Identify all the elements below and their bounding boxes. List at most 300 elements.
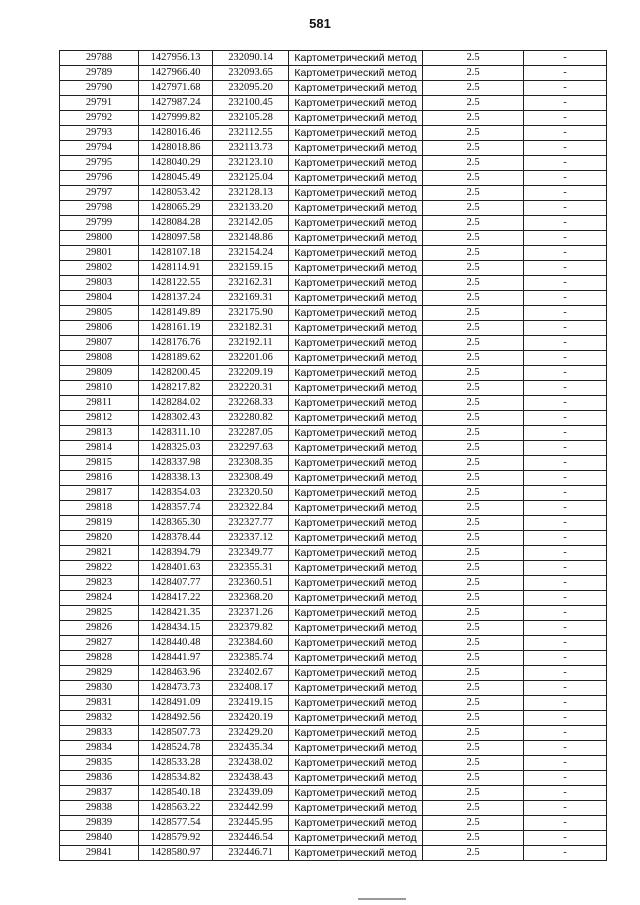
description-cell: - [524, 426, 607, 441]
error-cell: 2.5 [423, 561, 524, 576]
table-row [60, 321, 607, 336]
point-number-cell: 29830 [60, 681, 139, 696]
description-cell: - [524, 606, 607, 621]
table-row [60, 141, 607, 156]
point-number-cell: 29803 [60, 276, 139, 291]
table-row [60, 96, 607, 111]
table-row [60, 831, 607, 846]
error-cell: 2.5 [423, 231, 524, 246]
error-cell: 2.5 [423, 516, 524, 531]
point-number-cell: 29813 [60, 426, 139, 441]
table-row [60, 261, 607, 276]
error-cell: 2.5 [423, 66, 524, 81]
point-number-cell: 29827 [60, 636, 139, 651]
description-cell: - [524, 636, 607, 651]
x-coordinate-cell: 1428065.29 [139, 201, 213, 216]
error-cell: 2.5 [423, 696, 524, 711]
description-cell: - [524, 501, 607, 516]
x-coordinate-cell: 1428302.43 [139, 411, 213, 426]
method-cell: Картометрический метод [289, 561, 423, 576]
y-coordinate-cell: 232446.71 [213, 846, 289, 861]
y-coordinate-cell: 232419.15 [213, 696, 289, 711]
table-row [60, 246, 607, 261]
table-row [60, 126, 607, 141]
error-cell: 2.5 [423, 606, 524, 621]
point-number-cell: 29797 [60, 186, 139, 201]
y-coordinate-cell: 232355.31 [213, 561, 289, 576]
x-coordinate-cell: 1428440.48 [139, 636, 213, 651]
error-cell: 2.5 [423, 636, 524, 651]
x-coordinate-cell: 1428394.79 [139, 546, 213, 561]
y-coordinate-cell: 232123.10 [213, 156, 289, 171]
table-row [60, 426, 607, 441]
point-number-cell: 29804 [60, 291, 139, 306]
table-row [60, 846, 607, 861]
error-cell: 2.5 [423, 741, 524, 756]
point-number-cell: 29821 [60, 546, 139, 561]
y-coordinate-cell: 232379.82 [213, 621, 289, 636]
method-cell: Картометрический метод [289, 441, 423, 456]
description-cell: - [524, 741, 607, 756]
point-number-cell: 29802 [60, 261, 139, 276]
description-cell: - [524, 591, 607, 606]
description-cell: - [524, 51, 607, 66]
table-row [60, 561, 607, 576]
description-cell: - [524, 201, 607, 216]
method-cell: Картометрический метод [289, 411, 423, 426]
error-cell: 2.5 [423, 81, 524, 96]
table-row [60, 411, 607, 426]
point-number-cell: 29810 [60, 381, 139, 396]
error-cell: 2.5 [423, 711, 524, 726]
method-cell: Картометрический метод [289, 186, 423, 201]
description-cell: - [524, 831, 607, 846]
table-row [60, 726, 607, 741]
table-row [60, 696, 607, 711]
error-cell: 2.5 [423, 771, 524, 786]
table-row [60, 186, 607, 201]
error-cell: 2.5 [423, 726, 524, 741]
point-number-cell: 29811 [60, 396, 139, 411]
point-number-cell: 29793 [60, 126, 139, 141]
point-number-cell: 29801 [60, 246, 139, 261]
point-number-cell: 29795 [60, 156, 139, 171]
y-coordinate-cell: 232268.33 [213, 396, 289, 411]
error-cell: 2.5 [423, 366, 524, 381]
error-cell: 2.5 [423, 261, 524, 276]
error-cell: 2.5 [423, 471, 524, 486]
point-number-cell: 29834 [60, 741, 139, 756]
y-coordinate-cell: 232420.19 [213, 711, 289, 726]
point-number-cell: 29828 [60, 651, 139, 666]
table-row [60, 816, 607, 831]
y-coordinate-cell: 232384.60 [213, 636, 289, 651]
table-row [60, 66, 607, 81]
description-cell: - [524, 321, 607, 336]
error-cell: 2.5 [423, 846, 524, 861]
error-cell: 2.5 [423, 531, 524, 546]
page-number: 581 [309, 16, 331, 31]
error-cell: 2.5 [423, 426, 524, 441]
method-cell: Картометрический метод [289, 471, 423, 486]
description-cell: - [524, 786, 607, 801]
method-cell: Картометрический метод [289, 261, 423, 276]
error-cell: 2.5 [423, 591, 524, 606]
x-coordinate-cell: 1428338.13 [139, 471, 213, 486]
x-coordinate-cell: 1428311.10 [139, 426, 213, 441]
x-coordinate-cell: 1428491.09 [139, 696, 213, 711]
y-coordinate-cell: 232095.20 [213, 81, 289, 96]
point-number-cell: 29838 [60, 801, 139, 816]
y-coordinate-cell: 232287.05 [213, 426, 289, 441]
x-coordinate-cell: 1428325.03 [139, 441, 213, 456]
point-number-cell: 29812 [60, 411, 139, 426]
description-cell: - [524, 816, 607, 831]
description-cell: - [524, 621, 607, 636]
x-coordinate-cell: 1428534.82 [139, 771, 213, 786]
y-coordinate-cell: 232442.99 [213, 801, 289, 816]
description-cell: - [524, 441, 607, 456]
y-coordinate-cell: 232322.84 [213, 501, 289, 516]
table-row [60, 51, 607, 66]
point-number-cell: 29798 [60, 201, 139, 216]
y-coordinate-cell: 232159.15 [213, 261, 289, 276]
x-coordinate-cell: 1427956.13 [139, 51, 213, 66]
y-coordinate-cell: 232368.20 [213, 591, 289, 606]
point-number-cell: 29796 [60, 171, 139, 186]
description-cell: - [524, 336, 607, 351]
point-number-cell: 29814 [60, 441, 139, 456]
method-cell: Картометрический метод [289, 636, 423, 651]
y-coordinate-cell: 232209.19 [213, 366, 289, 381]
table-row [60, 381, 607, 396]
x-coordinate-cell: 1428354.03 [139, 486, 213, 501]
description-cell: - [524, 516, 607, 531]
table-row [60, 516, 607, 531]
description-cell: - [524, 111, 607, 126]
point-number-cell: 29799 [60, 216, 139, 231]
description-cell: - [524, 96, 607, 111]
point-number-cell: 29839 [60, 816, 139, 831]
method-cell: Картометрический метод [289, 231, 423, 246]
x-coordinate-cell: 1428378.44 [139, 531, 213, 546]
description-cell: - [524, 156, 607, 171]
method-cell: Картометрический метод [289, 96, 423, 111]
x-coordinate-cell: 1428407.77 [139, 576, 213, 591]
table-row [60, 681, 607, 696]
method-cell: Картометрический метод [289, 516, 423, 531]
error-cell: 2.5 [423, 126, 524, 141]
method-cell: Картометрический метод [289, 846, 423, 861]
method-cell: Картометрический метод [289, 801, 423, 816]
point-number-cell: 29831 [60, 696, 139, 711]
x-coordinate-cell: 1428524.78 [139, 741, 213, 756]
x-coordinate-cell: 1428189.62 [139, 351, 213, 366]
description-cell: - [524, 651, 607, 666]
point-number-cell: 29822 [60, 561, 139, 576]
point-number-cell: 29792 [60, 111, 139, 126]
method-cell: Картометрический метод [289, 711, 423, 726]
point-number-cell: 29794 [60, 141, 139, 156]
error-cell: 2.5 [423, 756, 524, 771]
y-coordinate-cell: 232090.14 [213, 51, 289, 66]
point-number-cell: 29789 [60, 66, 139, 81]
y-coordinate-cell: 232112.55 [213, 126, 289, 141]
description-cell: - [524, 366, 607, 381]
method-cell: Картометрический метод [289, 201, 423, 216]
error-cell: 2.5 [423, 246, 524, 261]
description-cell: - [524, 561, 607, 576]
method-cell: Картометрический метод [289, 111, 423, 126]
method-cell: Картометрический метод [289, 246, 423, 261]
method-cell: Картометрический метод [289, 501, 423, 516]
point-number-cell: 29805 [60, 306, 139, 321]
method-cell: Картометрический метод [289, 396, 423, 411]
y-coordinate-cell: 232220.31 [213, 381, 289, 396]
x-coordinate-cell: 1427966.40 [139, 66, 213, 81]
table-row [60, 201, 607, 216]
point-number-cell: 29826 [60, 621, 139, 636]
error-cell: 2.5 [423, 441, 524, 456]
coordinates-table [59, 50, 607, 861]
table-row [60, 471, 607, 486]
y-coordinate-cell: 232093.65 [213, 66, 289, 81]
table-row [60, 606, 607, 621]
table-row [60, 291, 607, 306]
method-cell: Картометрический метод [289, 786, 423, 801]
x-coordinate-cell: 1427999.82 [139, 111, 213, 126]
method-cell: Картометрический метод [289, 171, 423, 186]
table-row [60, 801, 607, 816]
method-cell: Картометрический метод [289, 321, 423, 336]
table-row [60, 456, 607, 471]
y-coordinate-cell: 232175.90 [213, 306, 289, 321]
error-cell: 2.5 [423, 486, 524, 501]
method-cell: Картометрический метод [289, 66, 423, 81]
error-cell: 2.5 [423, 501, 524, 516]
method-cell: Картометрический метод [289, 741, 423, 756]
description-cell: - [524, 66, 607, 81]
point-number-cell: 29819 [60, 516, 139, 531]
table-row [60, 276, 607, 291]
y-coordinate-cell: 232280.82 [213, 411, 289, 426]
x-coordinate-cell: 1428417.22 [139, 591, 213, 606]
y-coordinate-cell: 232100.45 [213, 96, 289, 111]
method-cell: Картометрический метод [289, 666, 423, 681]
point-number-cell: 29824 [60, 591, 139, 606]
x-coordinate-cell: 1428357.74 [139, 501, 213, 516]
method-cell: Картометрический метод [289, 756, 423, 771]
y-coordinate-cell: 232402.67 [213, 666, 289, 681]
x-coordinate-cell: 1428045.49 [139, 171, 213, 186]
y-coordinate-cell: 232371.26 [213, 606, 289, 621]
description-cell: - [524, 216, 607, 231]
table-row [60, 741, 607, 756]
description-cell: - [524, 666, 607, 681]
method-cell: Картометрический метод [289, 771, 423, 786]
y-coordinate-cell: 232169.31 [213, 291, 289, 306]
x-coordinate-cell: 1428421.35 [139, 606, 213, 621]
error-cell: 2.5 [423, 141, 524, 156]
y-coordinate-cell: 232308.35 [213, 456, 289, 471]
method-cell: Картометрический метод [289, 606, 423, 621]
point-number-cell: 29806 [60, 321, 139, 336]
point-number-cell: 29816 [60, 471, 139, 486]
error-cell: 2.5 [423, 576, 524, 591]
point-number-cell: 29791 [60, 96, 139, 111]
table-row [60, 351, 607, 366]
description-cell: - [524, 411, 607, 426]
error-cell: 2.5 [423, 216, 524, 231]
y-coordinate-cell: 232154.24 [213, 246, 289, 261]
x-coordinate-cell: 1428107.18 [139, 246, 213, 261]
method-cell: Картометрический метод [289, 831, 423, 846]
table-row [60, 546, 607, 561]
table-row [60, 771, 607, 786]
y-coordinate-cell: 232337.12 [213, 531, 289, 546]
y-coordinate-cell: 232125.04 [213, 171, 289, 186]
y-coordinate-cell: 232445.95 [213, 816, 289, 831]
description-cell: - [524, 141, 607, 156]
y-coordinate-cell: 232128.13 [213, 186, 289, 201]
y-coordinate-cell: 232429.20 [213, 726, 289, 741]
x-coordinate-cell: 1428365.30 [139, 516, 213, 531]
method-cell: Картометрический метод [289, 156, 423, 171]
error-cell: 2.5 [423, 171, 524, 186]
description-cell: - [524, 246, 607, 261]
scan-edge-mark [358, 898, 406, 900]
method-cell: Картометрический метод [289, 546, 423, 561]
table-row [60, 366, 607, 381]
x-coordinate-cell: 1428434.15 [139, 621, 213, 636]
y-coordinate-cell: 232308.49 [213, 471, 289, 486]
method-cell: Картометрический метод [289, 726, 423, 741]
point-number-cell: 29841 [60, 846, 139, 861]
table-row [60, 591, 607, 606]
y-coordinate-cell: 232327.77 [213, 516, 289, 531]
method-cell: Картометрический метод [289, 651, 423, 666]
x-coordinate-cell: 1428577.54 [139, 816, 213, 831]
method-cell: Картометрический метод [289, 381, 423, 396]
table-row [60, 441, 607, 456]
description-cell: - [524, 576, 607, 591]
method-cell: Картометрический метод [289, 306, 423, 321]
error-cell: 2.5 [423, 831, 524, 846]
x-coordinate-cell: 1428200.45 [139, 366, 213, 381]
description-cell: - [524, 771, 607, 786]
description-cell: - [524, 171, 607, 186]
y-coordinate-cell: 232320.50 [213, 486, 289, 501]
method-cell: Картометрический метод [289, 276, 423, 291]
description-cell: - [524, 696, 607, 711]
x-coordinate-cell: 1428533.28 [139, 756, 213, 771]
method-cell: Картометрический метод [289, 621, 423, 636]
error-cell: 2.5 [423, 291, 524, 306]
x-coordinate-cell: 1428084.28 [139, 216, 213, 231]
y-coordinate-cell: 232142.05 [213, 216, 289, 231]
error-cell: 2.5 [423, 411, 524, 426]
y-coordinate-cell: 232105.28 [213, 111, 289, 126]
error-cell: 2.5 [423, 336, 524, 351]
table-row [60, 81, 607, 96]
point-number-cell: 29840 [60, 831, 139, 846]
error-cell: 2.5 [423, 456, 524, 471]
method-cell: Картометрический метод [289, 141, 423, 156]
description-cell: - [524, 126, 607, 141]
x-coordinate-cell: 1428114.91 [139, 261, 213, 276]
point-number-cell: 29836 [60, 771, 139, 786]
point-number-cell: 29818 [60, 501, 139, 516]
description-cell: - [524, 306, 607, 321]
method-cell: Картометрический метод [289, 216, 423, 231]
y-coordinate-cell: 232162.31 [213, 276, 289, 291]
point-number-cell: 29808 [60, 351, 139, 366]
table-row [60, 531, 607, 546]
table-row [60, 486, 607, 501]
x-coordinate-cell: 1428463.96 [139, 666, 213, 681]
table-row [60, 231, 607, 246]
method-cell: Картометрический метод [289, 531, 423, 546]
x-coordinate-cell: 1428579.92 [139, 831, 213, 846]
x-coordinate-cell: 1428540.18 [139, 786, 213, 801]
x-coordinate-cell: 1428122.55 [139, 276, 213, 291]
x-coordinate-cell: 1428507.73 [139, 726, 213, 741]
error-cell: 2.5 [423, 96, 524, 111]
description-cell: - [524, 846, 607, 861]
method-cell: Картометрический метод [289, 351, 423, 366]
table-row [60, 336, 607, 351]
y-coordinate-cell: 232385.74 [213, 651, 289, 666]
method-cell: Картометрический метод [289, 126, 423, 141]
table-row [60, 111, 607, 126]
description-cell: - [524, 396, 607, 411]
y-coordinate-cell: 232201.06 [213, 351, 289, 366]
table-row [60, 621, 607, 636]
table-row [60, 306, 607, 321]
method-cell: Картометрический метод [289, 591, 423, 606]
table-body [60, 51, 607, 861]
error-cell: 2.5 [423, 321, 524, 336]
method-cell: Картометрический метод [289, 336, 423, 351]
error-cell: 2.5 [423, 156, 524, 171]
y-coordinate-cell: 232182.31 [213, 321, 289, 336]
y-coordinate-cell: 232360.51 [213, 576, 289, 591]
error-cell: 2.5 [423, 276, 524, 291]
description-cell: - [524, 711, 607, 726]
x-coordinate-cell: 1428040.29 [139, 156, 213, 171]
error-cell: 2.5 [423, 816, 524, 831]
point-number-cell: 29829 [60, 666, 139, 681]
method-cell: Картометрический метод [289, 486, 423, 501]
table-row [60, 651, 607, 666]
method-cell: Картометрический метод [289, 81, 423, 96]
y-coordinate-cell: 232446.54 [213, 831, 289, 846]
point-number-cell: 29807 [60, 336, 139, 351]
description-cell: - [524, 231, 607, 246]
error-cell: 2.5 [423, 51, 524, 66]
table-row [60, 396, 607, 411]
y-coordinate-cell: 232435.34 [213, 741, 289, 756]
x-coordinate-cell: 1428016.46 [139, 126, 213, 141]
y-coordinate-cell: 232148.86 [213, 231, 289, 246]
description-cell: - [524, 681, 607, 696]
x-coordinate-cell: 1428161.19 [139, 321, 213, 336]
description-cell: - [524, 471, 607, 486]
method-cell: Картометрический метод [289, 426, 423, 441]
x-coordinate-cell: 1428053.42 [139, 186, 213, 201]
description-cell: - [524, 291, 607, 306]
x-coordinate-cell: 1428097.58 [139, 231, 213, 246]
